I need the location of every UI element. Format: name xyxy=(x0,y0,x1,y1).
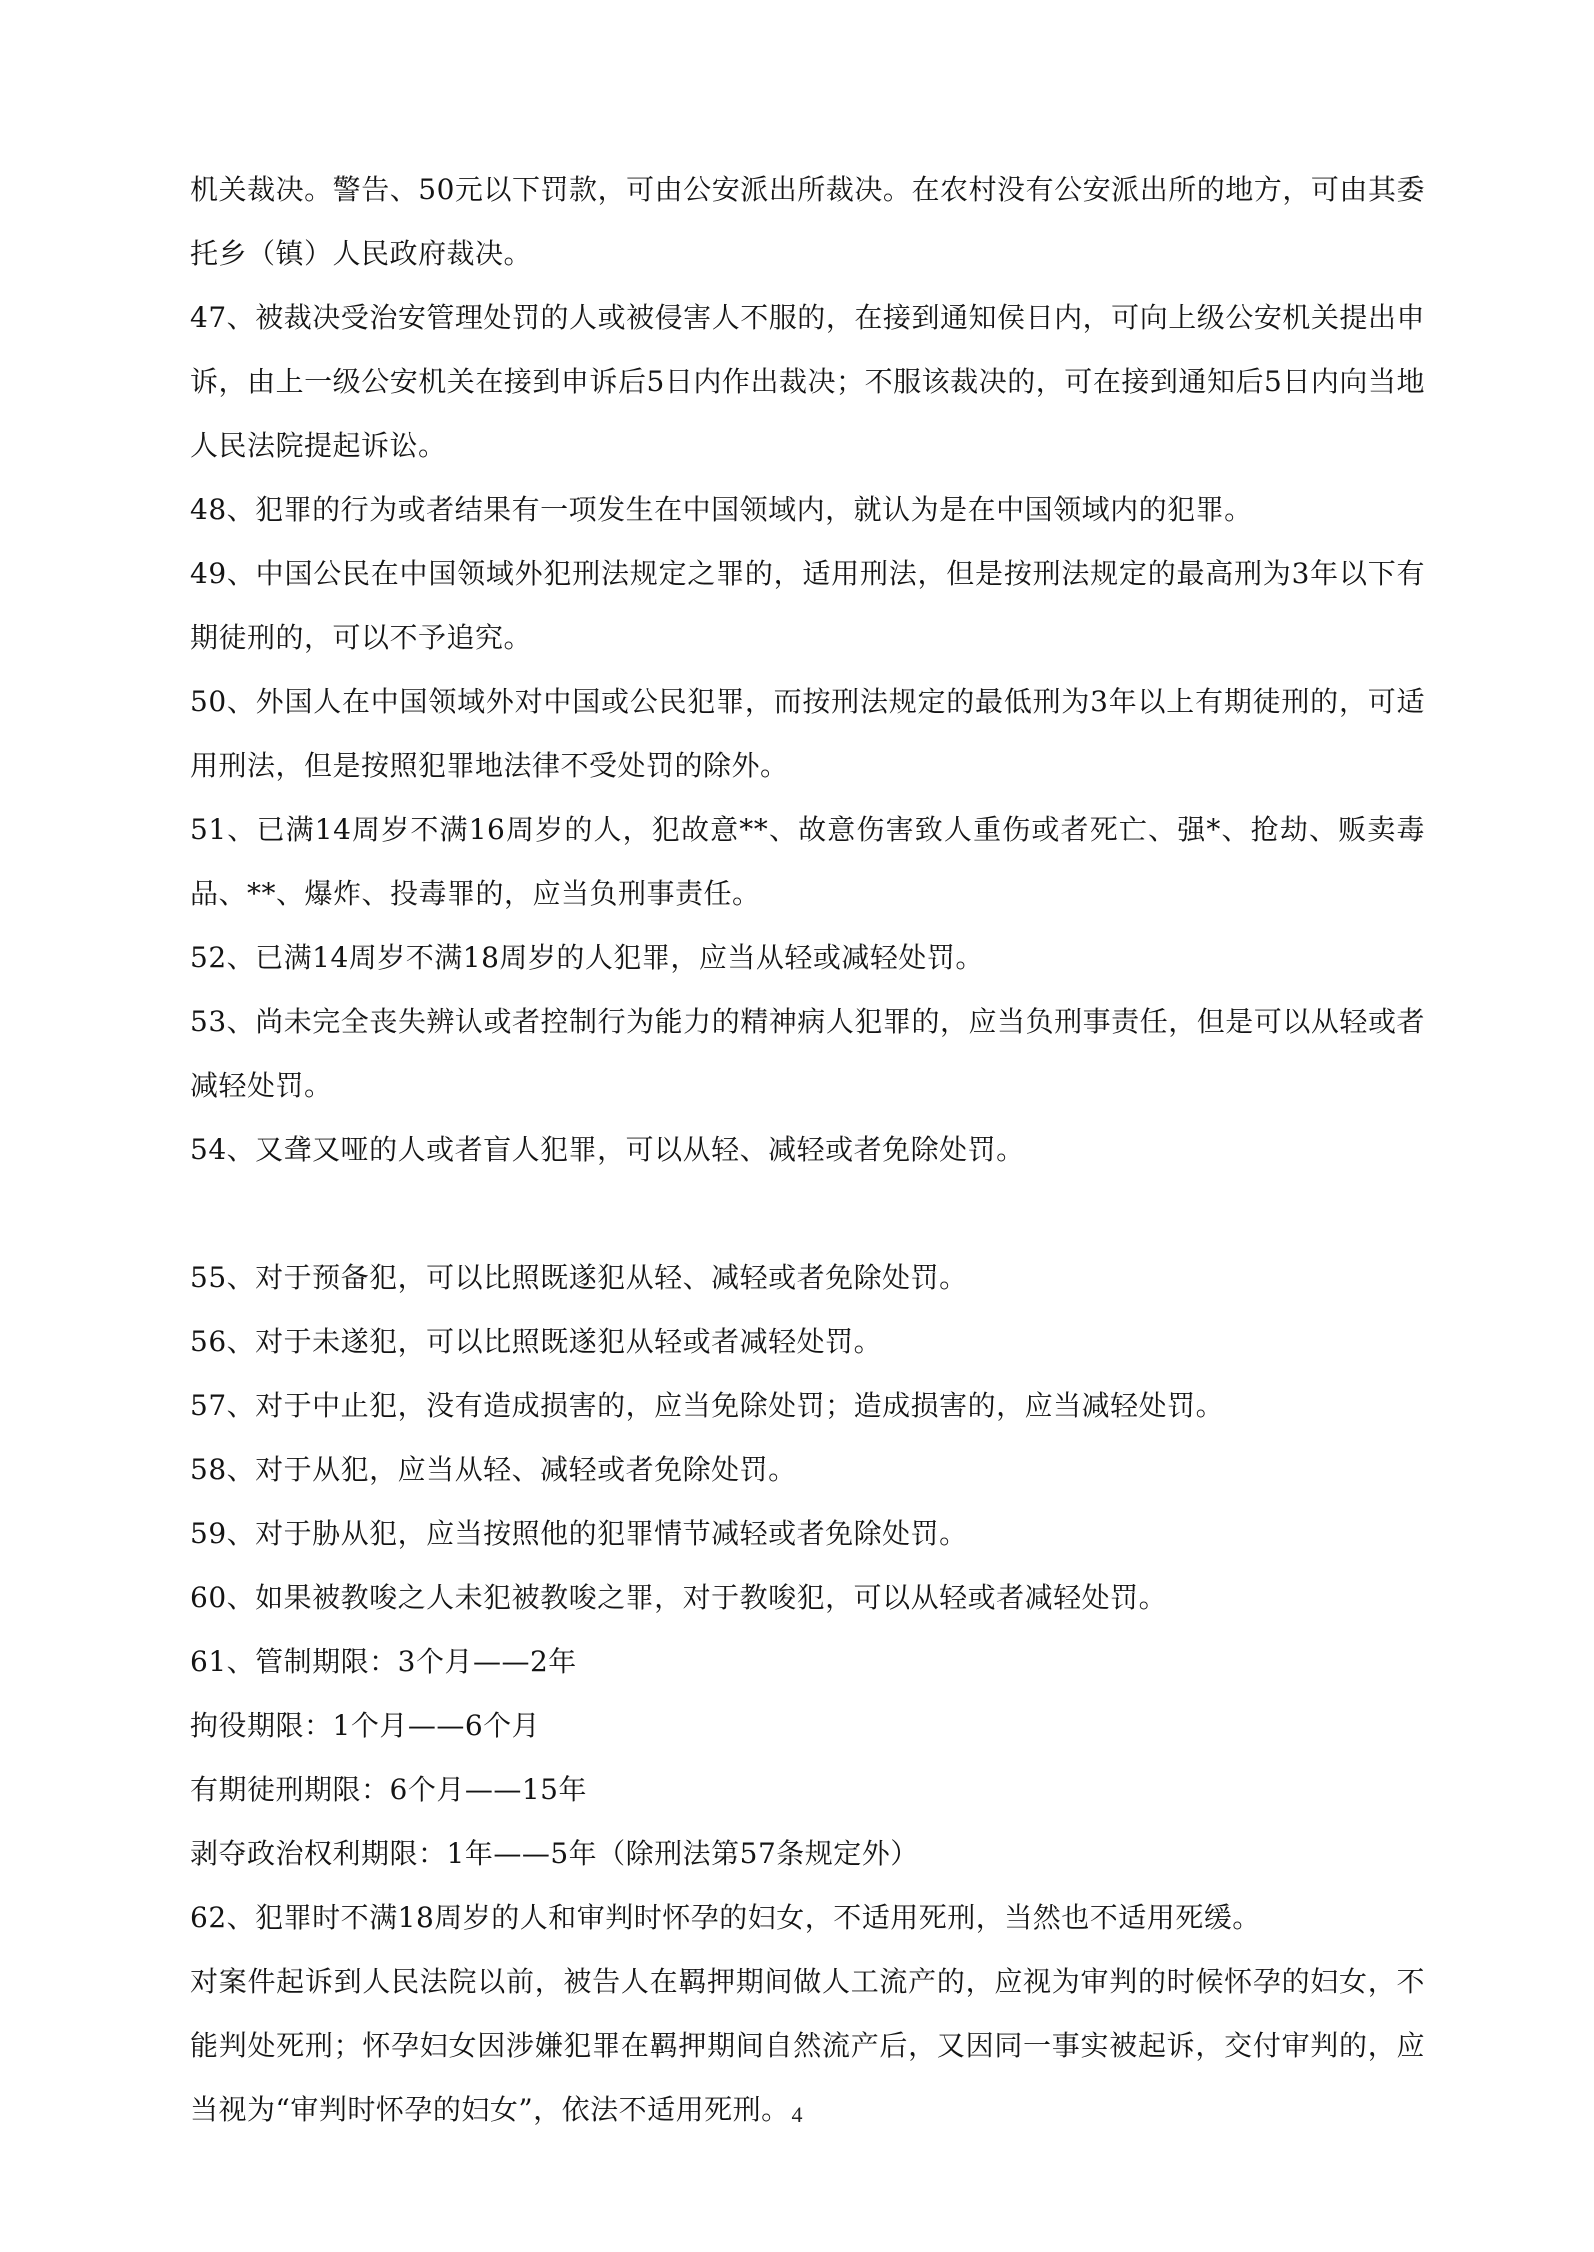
page-number: 4 xyxy=(791,2102,803,2127)
paragraph-imprisonment-term: 有期徒刑期限：6个月——15年 xyxy=(190,1773,587,1806)
paragraph-detention-term: 拘役期限：1个月——6个月 xyxy=(190,1709,541,1742)
paragraph-item-57: 57、对于中止犯，没有造成损害的，应当免除处罚；造成损害的，应当减轻处罚。 xyxy=(190,1389,1225,1422)
paragraph-continuation: 机关裁决。警告、50元以下罚款，可由公安派出所裁决。在农村没有公安派出所的地方，可由其委托乡（镇）人民政府裁决。 xyxy=(190,173,1425,270)
document-body xyxy=(190,158,1425,2142)
paragraph-item-58: 58、对于从犯，应当从轻、减轻或者免除处罚。 xyxy=(190,1453,797,1486)
paragraph-item-59: 59、对于胁从犯，应当按照他的犯罪情节减轻或者免除处罚。 xyxy=(190,1517,968,1550)
paragraph-item-60: 60、如果被教唆之人未犯被教唆之罪，对于教唆犯，可以从轻或者减轻处罚。 xyxy=(190,1581,1168,1614)
paragraph-item-56: 56、对于未遂犯，可以比照既遂犯从轻或者减轻处罚。 xyxy=(190,1325,883,1358)
paragraph-deprivation-term: 剥夺政治权利期限：1年——5年（除刑法第57条规定外） xyxy=(190,1837,919,1870)
paragraph-item-52: 52、已满14周岁不满18周岁的人犯罪，应当从轻或减轻处罚。 xyxy=(190,941,984,974)
paragraph-item-61: 61、管制期限：3个月——2年 xyxy=(190,1645,577,1678)
paragraph-item-49: 49、中国公民在中国领域外犯刑法规定之罪的，适用刑法，但是按刑法规定的最高刑为3年以下有期徒刑的，可以不予追究。 xyxy=(190,557,1425,654)
paragraph-item-54: 54、又聋又哑的人或者盲人犯罪，可以从轻、减轻或者免除处罚。 xyxy=(190,1133,1025,1166)
paragraph-item-51: 51、已满14周岁不满16周岁的人，犯故意**、故意伤害致人重伤或者死亡、强*、抢劫、贩卖毒品、**、爆炸、投毒罪的，应当负刑事责任。 xyxy=(190,813,1425,910)
paragraph-item-62: 62、犯罪时不满18周岁的人和审判时怀孕的妇女，不适用死刑，当然也不适用死缓。 xyxy=(190,1901,1261,1934)
paragraph-item-53: 53、尚未完全丧失辨认或者控制行为能力的精神病人犯罪的，应当负刑事责任，但是可以从轻或者减轻处罚。 xyxy=(190,1005,1425,1102)
paragraph-item-47: 47、被裁决受治安管理处罚的人或被侵害人不服的，在接到通知侯日内，可向上级公安机关提出申诉，由上一级公安机关在接到申诉后5日内作出裁决；不服该裁决的，可在接到通知后5日内向当地人民法院提起诉讼。 xyxy=(190,301,1425,462)
paragraph-item-48: 48、犯罪的行为或者结果有一项发生在中国领域内，就认为是在中国领域内的犯罪。 xyxy=(190,493,1253,526)
paragraph-item-50: 50、外国人在中国领域外对中国或公民犯罪，而按刑法规定的最低刑为3年以上有期徒刑的，可适用刑法，但是按照犯罪地法律不受处罚的除外。 xyxy=(190,685,1425,782)
paragraph-item-55: 55、对于预备犯，可以比照既遂犯从轻、减轻或者免除处罚。 xyxy=(190,1261,968,1294)
paragraph-gap xyxy=(190,1182,1425,1246)
paragraph-item-62-note: 对案件起诉到人民法院以前，被告人在羁押期间做人工流产的，应视为审判的时候怀孕的妇女，不能判处死刑；怀孕妇女因涉嫌犯罪在羁押期间自然流产后，又因同一事实被起诉，交付审判的，应当视为“审判时怀孕的妇女”，依法不适用死刑。 xyxy=(190,1965,1425,2126)
